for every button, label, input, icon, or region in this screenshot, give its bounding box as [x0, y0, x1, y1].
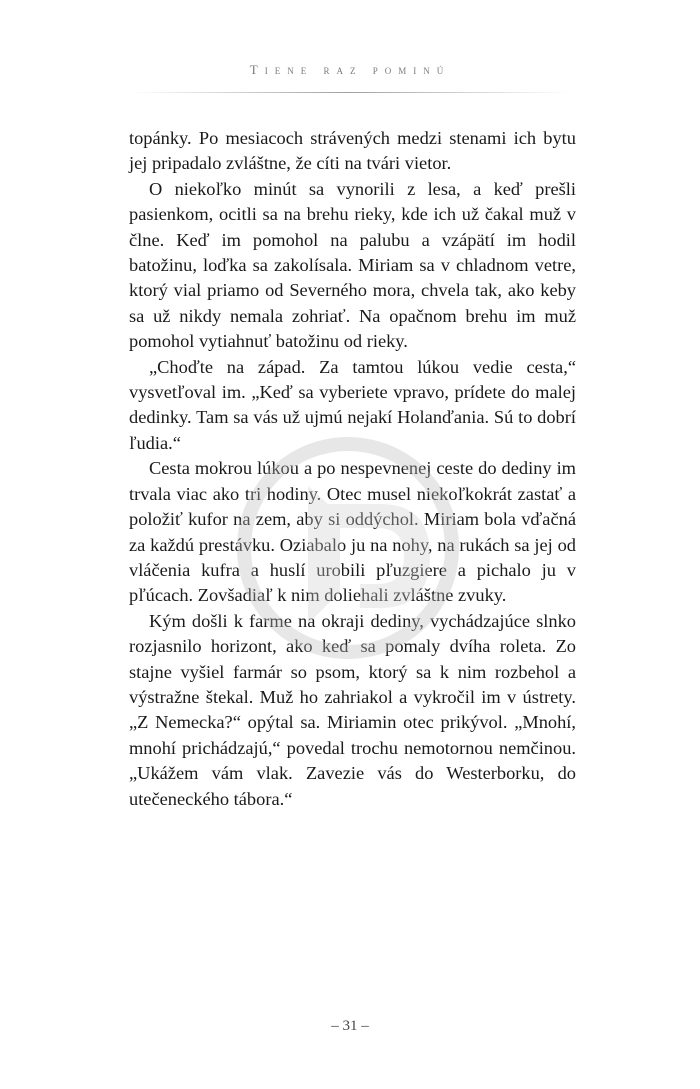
page-number: – 31 –: [331, 1018, 369, 1034]
running-header: Tiene raz pominú: [249, 62, 451, 77]
body-text: [129, 126, 576, 812]
paragraph-5: Kým došli k farme na okraji dediny, vychádzajúce slnko rozjasnilo horizont, ako keď sa pomaly dvíha roleta. Zo stajne vyšiel farmár so psom, ktorý sa k nim rozbehol a výstražne štekal. Muž ho zahriakol a vykročil im v ústrety. „Z Nemecka?“ opýtal sa. Miriamin otec prikývol. „Mnohí, mnohí prichádzajú,“ povedal trochu nemotornou nemčinou. „Ukážem vám vlak. Zavezie vás do Westerborku, do utečeneckého tábora.“: [129, 610, 576, 809]
paragraph-4: Cesta mokrou lúkou a po nespevnenej ceste do dediny im trvala viac ako tri hodiny. Otec musel niekoľkokrát zastať a položiť kufor na zem, aby si oddýchol. Miriam bola vďačná za každú prestávku. Oziabalo ju na nohy, na rukách sa jej od vláčenia kufra a huslí urobili pľuzgiere a pichalo ju v pľúcach. Zovšadiaľ k nim doliehali zvláštne zvuky.: [129, 458, 576, 606]
paragraph-2: O niekoľko minút sa vynorili z lesa, a keď prešli pasienkom, ocitli sa na brehu rieky, kde ich už čakal muž v člne. Keď im pomohol na palubu a vzápätí im hodil batožinu, loďka sa zakolísala. Miriam sa v chladnom vetre, ktorý vial priamo od Severného mora, chvela tak, ako keby sa už nikdy nemala zohriať. Na opačnom brehu im muž pomohol vytiahnuť batožinu od rieky.: [129, 178, 576, 352]
paragraph-3: „Choďte na západ. Za tamtou lúkou vedie cesta,“ vysvetľoval im. „Keď sa vyberiete vpravo, prídete do malej dedinky. Tam sa vás už ujmú nejakí Holanďania. Sú to dobrí ľudia.“: [129, 356, 576, 453]
paragraph-1: topánky. Po mesiacoch strávených medzi stenami ich bytu jej pripadalo zvláštne, že cíti na tvári vietor.: [129, 128, 576, 174]
header-rule: [130, 92, 570, 93]
